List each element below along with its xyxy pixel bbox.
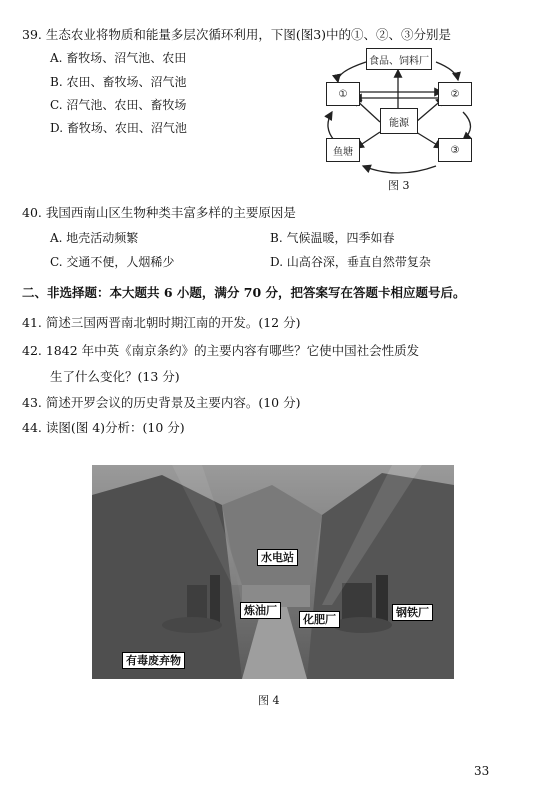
figure4-caption: 图 4: [258, 694, 280, 707]
q42-line1: 42. 1842 年中英《南京条约》的主要内容有哪些？它使中国社会性质发: [22, 343, 420, 358]
q40-option-c: C. 交通不便，人烟稀少: [50, 255, 175, 269]
label-hydropower-station: 水电站: [257, 549, 298, 566]
figure3-diagram: [318, 42, 483, 197]
box-3: ③: [438, 138, 472, 162]
box-1: ①: [326, 82, 360, 106]
box-2: ②: [438, 82, 472, 106]
q40-stem: 40. 我国西南山区生物种类丰富多样的主要原因是: [22, 205, 296, 220]
section2-heading: 二、非选择题：本大题共 6 小题，满分 70 分，把答案写在答题卡相应题号后。: [22, 285, 466, 300]
q44: 44. 读图(图 4)分析：(10 分): [22, 420, 185, 435]
figure4-photo: [92, 465, 454, 679]
label-toxic-waste: 有毒废弃物: [122, 652, 185, 669]
label-fertilizer-plant: 化肥厂: [299, 611, 340, 628]
q39-option-b: B. 农田、畜牧场、沼气池: [50, 75, 187, 89]
q40-option-d: D. 山高谷深，垂直自然带复杂: [270, 255, 431, 269]
label-oil-refinery: 炼油厂: [240, 602, 281, 619]
box-food-feed-factory: 食品、饲料厂: [366, 48, 432, 70]
label-steel-plant: 钢铁厂: [392, 604, 433, 621]
q43: 43. 简述开罗会议的历史背景及主要内容。(10 分): [22, 395, 301, 410]
page-number: 33: [474, 764, 490, 778]
q39-option-d: D. 畜牧场、农田、沼气池: [50, 121, 187, 135]
q41: 41. 简述三国两晋南北朝时期江南的开发。(12 分): [22, 315, 301, 330]
figure3-caption: 图 3: [388, 179, 410, 192]
q40-option-b: B. 气候温暖，四季如春: [270, 231, 395, 245]
q40-option-a: A. 地壳活动频繁: [50, 231, 139, 245]
q39-stem: 39. 生态农业将物质和能量多层次循环利用，下图(图3)中的①、②、③分别是: [22, 27, 452, 42]
q42-line2: 生了什么变化？(13 分): [50, 369, 180, 384]
q39-option-c: C. 沼气池、农田、畜牧场: [50, 98, 187, 112]
q39-option-a: A. 畜牧场、沼气池、农田: [50, 51, 187, 65]
box-energy: 能源: [380, 108, 418, 134]
box-fish-pond: 鱼塘: [326, 138, 360, 162]
figure4-scene: [92, 465, 454, 679]
